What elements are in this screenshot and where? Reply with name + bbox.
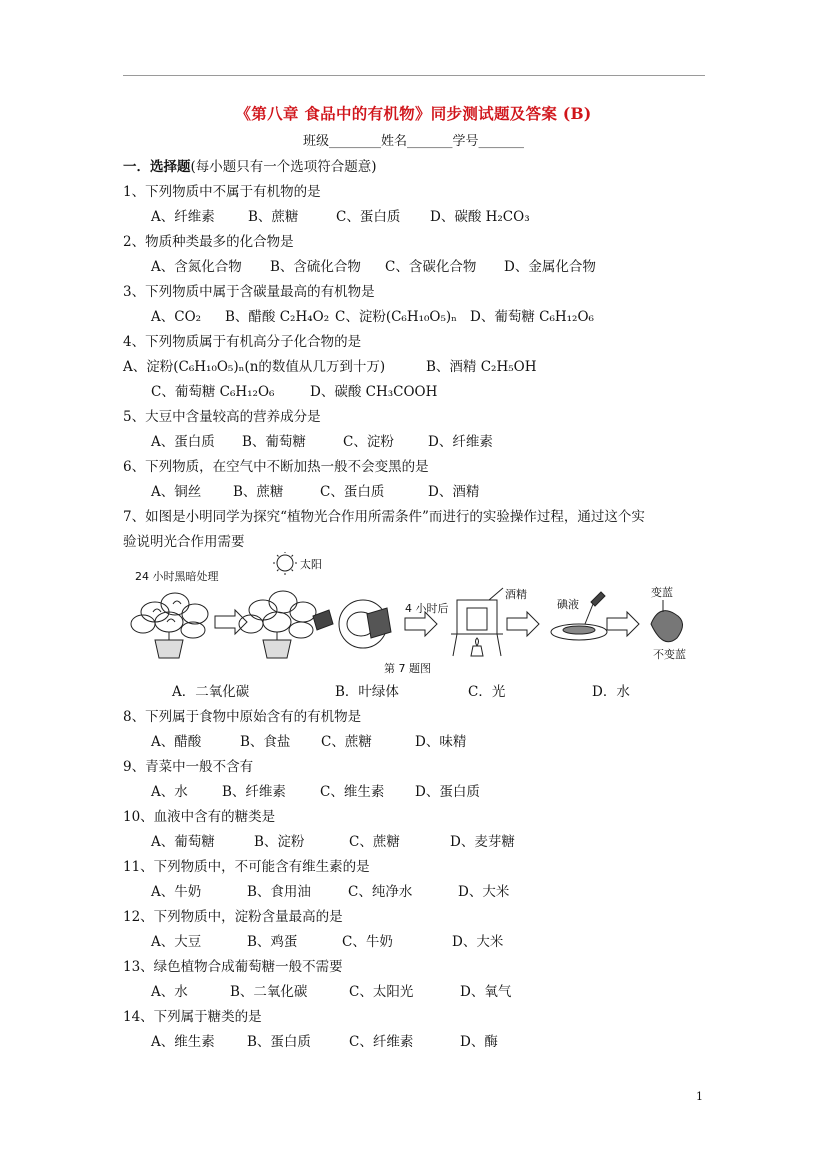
option: C、太阳光 bbox=[349, 984, 414, 1000]
option: A、铜丝 bbox=[151, 484, 202, 500]
option: A、水 bbox=[151, 784, 188, 800]
page-number: 1 bbox=[696, 1090, 703, 1103]
page-title: 《第八章 食品中的有机物》同步测试题及答案 (B) bbox=[235, 104, 592, 123]
option: B．叶绿体 bbox=[335, 684, 399, 700]
option: A、含氮化合物 bbox=[151, 259, 242, 275]
question-9: 9、青菜中一般不含有 bbox=[123, 759, 254, 775]
plant-icon bbox=[239, 591, 333, 658]
option: A、大豆 bbox=[151, 934, 202, 950]
option: B、蛋白质 bbox=[247, 1034, 311, 1050]
option: C、淀粉(C₆H₁₀O₅)ₙ bbox=[335, 309, 458, 325]
option: C、淀粉 bbox=[343, 434, 394, 450]
option: B、鸡蛋 bbox=[247, 934, 298, 950]
option: D、大米 bbox=[458, 884, 510, 900]
question-3: 3、下列物质中属于含碳量最高的有机物是 bbox=[123, 284, 375, 300]
question-11: 11、下列物质中，不可能含有维生素的是 bbox=[123, 859, 370, 875]
option: B、葡萄糖 bbox=[242, 434, 306, 450]
option: A、水 bbox=[151, 984, 188, 1000]
option: A、CO₂ bbox=[151, 309, 202, 325]
option: A、纤维素 bbox=[151, 209, 215, 225]
figure-label-hours: 4 小时后 bbox=[405, 602, 449, 615]
option: C、蛋白质 bbox=[320, 484, 385, 500]
leaf-sample-icon bbox=[339, 600, 391, 648]
figure-label-sun: 太阳 bbox=[300, 558, 322, 571]
option: C、维生素 bbox=[320, 784, 385, 800]
option: D、酒精 bbox=[428, 484, 480, 500]
option: A．二氧化碳 bbox=[172, 684, 250, 700]
option: A、淀粉(C₆H₁₀O₅)ₙ(n的数值从几万到十万) bbox=[123, 359, 386, 375]
question-14: 14、下列属于糖类的是 bbox=[123, 1009, 262, 1025]
question-12: 12、下列物质中，淀粉含量最高的是 bbox=[123, 909, 343, 925]
option: B、蔗糖 bbox=[248, 209, 299, 225]
option: B、食用油 bbox=[247, 884, 311, 900]
option: D、氧气 bbox=[460, 984, 512, 1000]
option: B、食盐 bbox=[240, 734, 291, 750]
experiment-figure bbox=[123, 552, 723, 682]
question-8: 8、下列属于食物中原始含有的有机物是 bbox=[123, 709, 362, 725]
section-note: (每小题只有一个选项符合题意) bbox=[190, 159, 377, 175]
option: B、酒精 C₂H₅OH bbox=[426, 359, 537, 375]
option: C、蔗糖 bbox=[349, 834, 400, 850]
option: A、蛋白质 bbox=[151, 434, 215, 450]
option: D、大米 bbox=[452, 934, 504, 950]
figure-label-alcohol: 酒精 bbox=[505, 588, 527, 601]
option: B、含硫化合物 bbox=[270, 259, 361, 275]
question-1: 1、下列物质中不属于有机物的是 bbox=[123, 184, 321, 200]
question-6: 6、下列物质，在空气中不断加热一般不会变黑的是 bbox=[123, 459, 429, 475]
option: D、麦芽糖 bbox=[450, 834, 515, 850]
plant-icon bbox=[131, 593, 208, 658]
question-2: 2、物质种类最多的化合物是 bbox=[123, 234, 294, 250]
option: D．水 bbox=[592, 684, 630, 700]
option: C、纤维素 bbox=[349, 1034, 414, 1050]
option: D、酶 bbox=[460, 1034, 498, 1050]
sun-icon bbox=[273, 552, 297, 575]
option: D、碳酸 H₂CO₃ bbox=[430, 209, 530, 225]
option: A、醋酸 bbox=[151, 734, 202, 750]
question-10: 10、血液中含有的糖类是 bbox=[123, 809, 276, 825]
option: C、牛奶 bbox=[342, 934, 393, 950]
option: C、蔗糖 bbox=[321, 734, 372, 750]
option: C．光 bbox=[468, 684, 506, 700]
figure-label-notblue: 不变蓝 bbox=[653, 648, 686, 661]
option: D、味精 bbox=[415, 734, 467, 750]
option: B、醋酸 C₂H₄O₂ bbox=[225, 309, 330, 325]
arrow-icon bbox=[607, 612, 639, 636]
question-5: 5、大豆中含量较高的营养成分是 bbox=[123, 409, 321, 425]
option: D、碳酸 CH₃COOH bbox=[310, 384, 438, 400]
option: C、含碳化合物 bbox=[385, 259, 477, 275]
option: D、金属化合物 bbox=[504, 259, 596, 275]
figure-label-blue: 变蓝 bbox=[651, 586, 673, 599]
option: B、纤维素 bbox=[222, 784, 286, 800]
beaker-heater-icon bbox=[451, 588, 503, 656]
option: A、葡萄糖 bbox=[151, 834, 215, 850]
section-label: 一．选择题 bbox=[123, 159, 191, 175]
option: C、蛋白质 bbox=[336, 209, 401, 225]
section-heading bbox=[123, 155, 377, 175]
option: A、维生素 bbox=[151, 1034, 215, 1050]
option: D、蛋白质 bbox=[415, 784, 480, 800]
option: C、纯净水 bbox=[348, 884, 413, 900]
option: C、葡萄糖 C₆H₁₂O₆ bbox=[151, 384, 275, 400]
option: B、淀粉 bbox=[254, 834, 305, 850]
question-13: 13、绿色植物合成葡萄糖一般不需要 bbox=[123, 959, 343, 975]
question-4: 4、下列物质属于有机高分子化合物的是 bbox=[123, 334, 362, 350]
option: A、牛奶 bbox=[151, 884, 202, 900]
arrow-icon bbox=[405, 612, 437, 636]
figure-caption: 第 7 题图 bbox=[384, 662, 431, 675]
option: B、二氧化碳 bbox=[230, 984, 308, 1000]
option: B、蔗糖 bbox=[233, 484, 284, 500]
option: D、纤维素 bbox=[428, 434, 493, 450]
option: D、葡萄糖 C₆H₁₂O₆ bbox=[470, 309, 594, 325]
figure-label-dark: 24 小时黑暗处理 bbox=[135, 570, 219, 583]
student-info-line: 班级________姓名_______学号_______ bbox=[302, 134, 524, 149]
header-rule bbox=[123, 75, 705, 76]
figure-label-iodine: 碘液 bbox=[557, 598, 579, 611]
question-7-continued: 验说明光合作用需要 bbox=[123, 534, 245, 550]
result-leaf-icon bbox=[651, 600, 683, 642]
question-7: 7、如图是小明同学为探究“植物光合作用所需条件”而进行的实验操作过程，通过这个实 bbox=[123, 509, 645, 525]
arrow-icon bbox=[507, 612, 539, 636]
